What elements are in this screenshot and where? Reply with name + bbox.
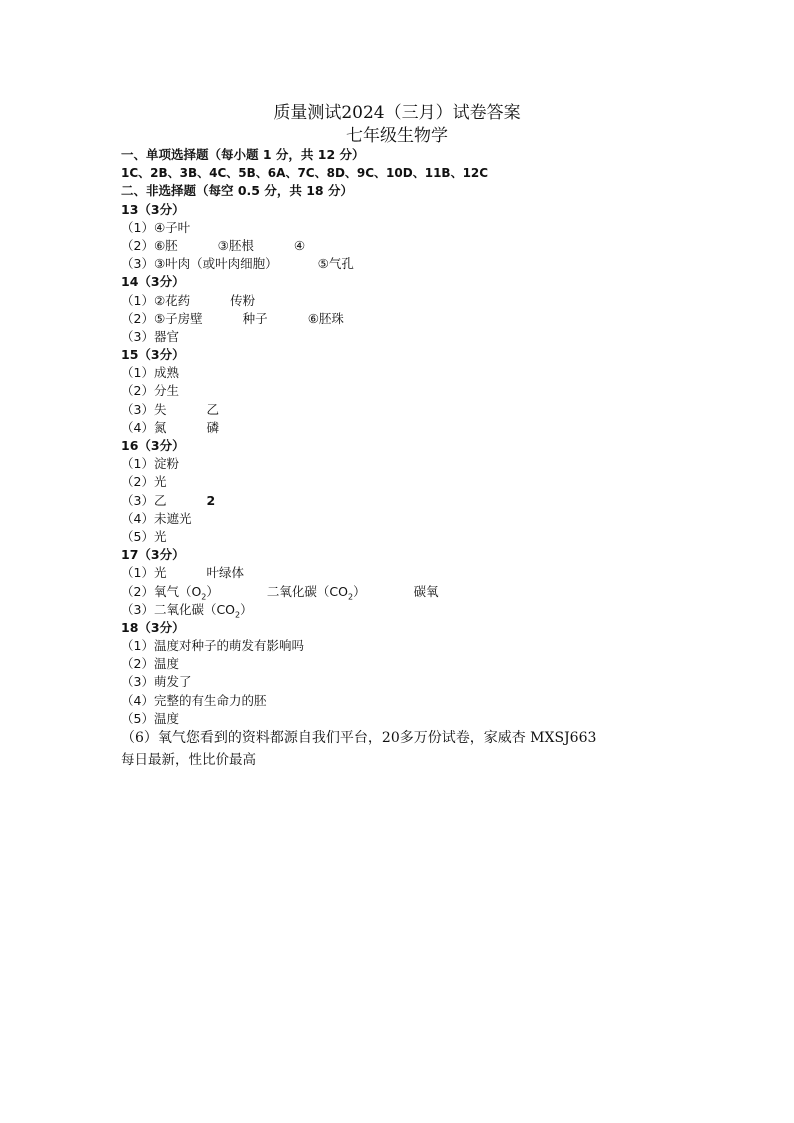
- q18-label: 18（3分）: [121, 619, 185, 635]
- q17-answer-2: [121, 583, 681, 601]
- q13-a2-part1: （2）⑥胚: [121, 237, 178, 253]
- q15-a4-part1: （4）氮: [121, 419, 167, 435]
- q16-answer-5: （5）光: [121, 528, 167, 544]
- q16-answer-2: （2）光: [121, 474, 167, 490]
- q15-answer-2: （2）分生: [121, 383, 179, 399]
- q14-a2-part2: 种子: [242, 310, 268, 326]
- q15-answer-4: [121, 419, 681, 437]
- footer-line-1: （6）氧气您看到的资料都源自我们平台，20多万份试卷，家威杏 MXSJ663: [121, 730, 597, 746]
- q13-answer-1: （1）④子叶: [121, 219, 191, 235]
- q13-a2-part3: ④: [293, 237, 306, 253]
- q13-answer-3: [121, 255, 681, 273]
- q14-a2-part1: （2）⑤子房壁: [121, 310, 203, 326]
- section1-heading: 一、单项选择题（每小题 1 分，共 12 分）: [121, 147, 365, 162]
- q17-a2-carbon-oxygen: 碳氧: [413, 583, 439, 599]
- q17-a3-co2-sub: 2: [235, 610, 241, 620]
- q16-a3-part2: 2: [206, 492, 216, 508]
- section2-heading: 二、非选择题（每空 0.5 分，共 18 分）: [121, 183, 353, 199]
- q17-a2-oxygen: （2）氧气（O: [121, 583, 202, 599]
- q13-label: 13（3分）: [121, 201, 185, 217]
- q18-answer-2: （2）温度: [121, 656, 179, 672]
- q16-answer-3: [121, 492, 681, 510]
- q13-a3-part2: ⑤气孔: [317, 256, 354, 272]
- q17-a2-oxygen-close: ）: [206, 583, 219, 599]
- q17-a2-co2: 二氧化碳（CO: [266, 583, 348, 599]
- q14-label: 14（3分）: [121, 274, 185, 290]
- q17-a2-co2-close: ）: [353, 583, 366, 599]
- q15-a4-part2: 磷: [206, 419, 219, 435]
- q15-answer-1: （1）成熟: [121, 365, 179, 381]
- q17-answer-1: [121, 564, 681, 582]
- q14-a1-part2: 传粉: [230, 292, 256, 308]
- q13-a3-part1: （3）③叶肉（或叶肉细胞）: [121, 256, 278, 272]
- q17-a1-part2: 叶绿体: [206, 565, 244, 581]
- q17-a3-co2: （3）二氧化碳（CO: [121, 601, 236, 617]
- section1-answers: 1C、2B、3B、4C、5B、6A、7C、8D、9C、10D、11B、12C: [121, 166, 489, 181]
- answer-content: [121, 146, 681, 728]
- q14-answer-1: [121, 292, 681, 310]
- q14-a1-part1: （1）②花药: [121, 292, 191, 308]
- page-subtitle: 七年级生物学: [346, 126, 448, 146]
- page-title: 质量测试2024（三月）试卷答案: [273, 103, 521, 123]
- q18-answer-4: （4）完整的有生命力的胚: [121, 692, 267, 708]
- q16-a3-part1: （3）乙: [121, 492, 167, 508]
- q18-answer-3: （3）萌发了: [121, 674, 192, 690]
- q15-a3-part2: 乙: [206, 401, 219, 417]
- q17-a2-oxygen-sub: 2: [201, 592, 207, 601]
- q13-a2-part2: ③胚根: [217, 237, 254, 253]
- q18-answer-5: （5）温度: [121, 710, 179, 726]
- q16-label: 16（3分）: [121, 438, 185, 453]
- q17-a1-part1: （1）光: [121, 565, 167, 581]
- q15-answer-3: [121, 401, 681, 419]
- q15-label: 15（3分）: [121, 347, 185, 363]
- q16-answer-1: （1）淀粉: [121, 456, 179, 472]
- q17-answer-3: [121, 601, 681, 619]
- q18-answer-1: （1）温度对种子的萌发有影响吗: [121, 638, 304, 654]
- footer-line-2: 每日最新，性比价最高: [121, 752, 256, 768]
- q17-a3-co2-close: ）: [240, 601, 253, 617]
- q17-a2-co2-sub: 2: [347, 592, 354, 601]
- q15-a3-part1: （3）失: [121, 401, 167, 417]
- q14-answer-3: （3）器官: [121, 328, 179, 344]
- q16-answer-4: （4）未遮光: [121, 510, 192, 526]
- q17-label: 17（3分）: [121, 547, 185, 563]
- q14-answer-2: [121, 310, 681, 328]
- q14-a2-part3: ⑥胚珠: [307, 310, 344, 326]
- q13-answer-2: [121, 237, 681, 255]
